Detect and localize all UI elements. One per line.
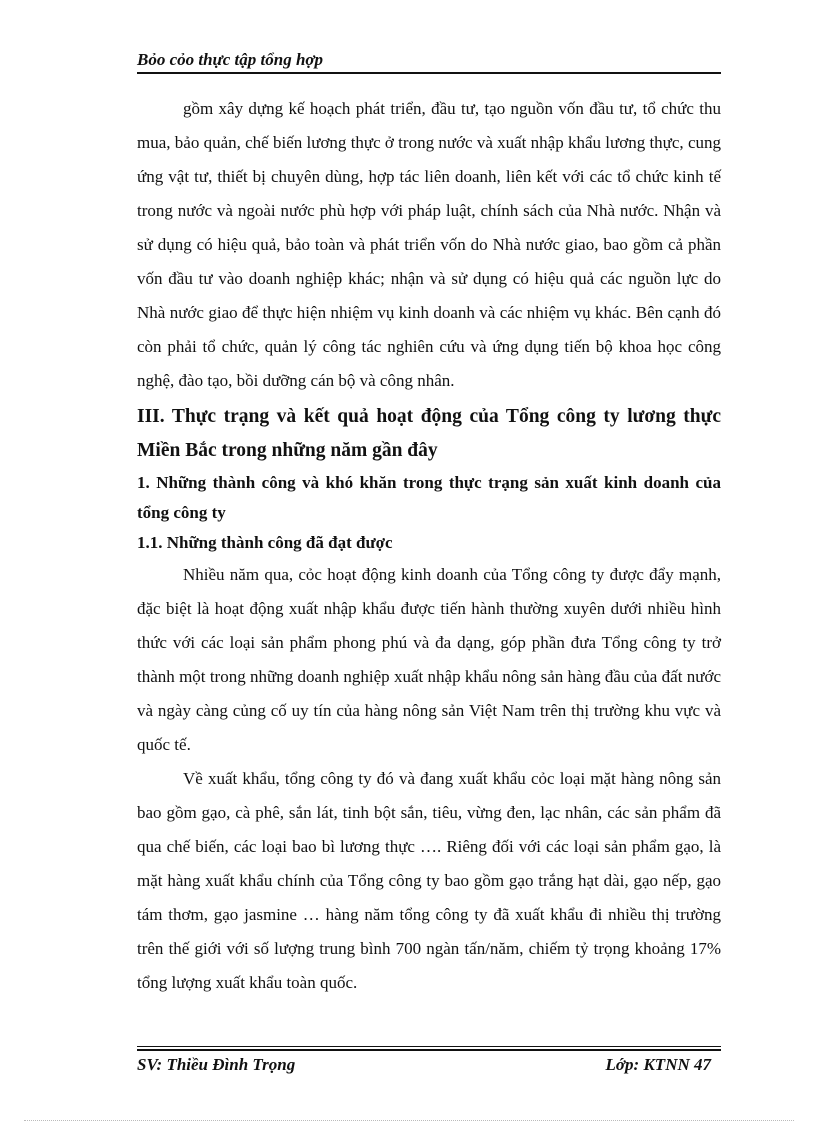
header-title: Bỏo cỏo thực tập tổng hợp — [137, 50, 324, 69]
page-footer — [137, 1046, 721, 1082]
paragraph-continuation: gồm xây dựng kế hoạch phát triển, đầu tư, tạo nguồn vốn đầu tư, tổ chức thu mua, bảo quản, chế biến lương thực ở trong nước và xuất nhập khẩu lương thực, cung ứng vật tư, thiết bị chuyên dùng, hợp tác liên doanh, liên kết với các tổ chức kinh tế trong nước và ngoài nước phù hợp với pháp luật, chính sách của Nhà nước. Nhận và sử dụng có hiệu quả, bảo toàn và phát triển vốn do Nhà nước giao, bao gồm cả phần vốn đầu tư vào doanh nghiệp khác; nhận và sử dụng có hiệu quả các nguồn lực do Nhà nước giao để thực hiện nhiệm vụ kinh doanh và các nhiệm vụ khác. Bên cạnh đó còn phải tổ chức, quản lý công tác nghiên cứu và ứng dụng tiến bộ khoa học công nghệ, đào tạo, bồi dưỡng cán bộ và công nhân. — [137, 99, 721, 390]
paragraph-exports: Về xuất khẩu, tổng công ty đó và đang xuất khẩu cỏc loại mặt hàng nông sản bao gồm gạo, cà phê, sắn lát, tinh bột sắn, tiêu, vừng đen, lạc nhân, các sản phẩm đã qua chế biến, các loại bao bì lương thực …. Riêng đối với các loại sản phẩm gạo, là mặt hàng xuất khẩu chính của Tổng công ty bao gồm gạo trắng hạt dài, gạo nếp, gạo tám thơm, gạo jasmine … hàng năm tổng công ty đã xuất khẩu đi nhiều thị trường trên thế giới với số lượng trung bình 700 ngàn tấn/năm, chiếm tỷ trọng khoảng 17% tổng lượng xuất khẩu toàn quốc. — [137, 769, 721, 992]
footer-student: SV: Thiều Đình Trọng — [137, 1055, 296, 1074]
header-rule — [137, 72, 721, 74]
section-heading: III. Thực trạng và kết quả hoạt động của Tổng công ty lương thực Miền Bắc trong những năm gần đây — [137, 406, 721, 461]
page-bottom-divider — [24, 1120, 794, 1121]
document-body — [137, 92, 721, 1000]
paragraph-achievements: Nhiều năm qua, cỏc hoạt động kinh doanh của Tổng công ty được đẩy mạnh, đặc biệt là hoạt động xuất nhập khẩu được tiến hành thường xuyên dưới nhiều hình thức với các loại sản phẩm phong phú và đa dạng, góp phần đưa Tổng công ty trở thành một trong những doanh nghiệp xuất nhập khẩu nông sản hàng đầu của đất nước và ngày càng củng cố uy tín của hàng nông sản Việt Nam trên thị trường khu vực và quốc tế. — [137, 565, 721, 754]
page-header — [137, 46, 721, 74]
subsubsection-heading: 1.1. Những thành công đã đạt được — [137, 533, 393, 552]
footer-rule — [137, 1046, 721, 1047]
footer-class: Lớp: KTNN 47 — [605, 1055, 711, 1074]
footer-rule-thick — [137, 1049, 721, 1051]
subsection-heading: 1. Những thành công và khó khăn trong thực trạng sản xuất kinh doanh của tổng công ty — [137, 473, 721, 522]
